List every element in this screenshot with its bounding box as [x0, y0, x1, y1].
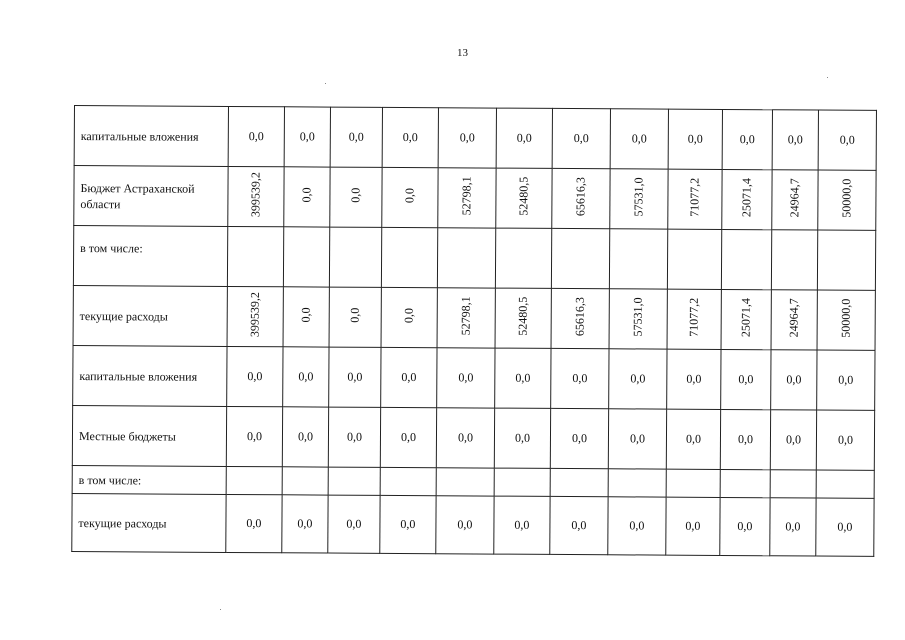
cell-value: 71077,2	[687, 177, 702, 217]
table-cell: 0,0	[550, 408, 608, 468]
table-cell	[551, 228, 609, 288]
row-label: Бюджет Астраханской области	[74, 166, 228, 227]
table-cell: 0,0	[550, 496, 608, 554]
table-cell: 0,0	[228, 106, 284, 166]
table-cell	[668, 169, 722, 229]
table-cell	[720, 469, 770, 497]
table-cell	[436, 468, 494, 496]
table-cell: 0,0	[609, 349, 667, 409]
table-cell	[772, 170, 818, 230]
table-cell	[438, 168, 496, 228]
cell-value: 65616,3	[573, 177, 588, 217]
table-cell	[496, 168, 552, 228]
table-cell: 0,0	[380, 495, 436, 553]
table-cell: 0,0	[282, 495, 328, 553]
page-number: 13	[457, 47, 468, 59]
table-cell	[550, 468, 608, 496]
table-cell	[437, 288, 495, 348]
table-cell: 0,0	[496, 108, 552, 168]
table-cell	[283, 227, 329, 287]
table-cell	[283, 287, 329, 347]
table-cell	[721, 229, 771, 289]
table-cell	[328, 467, 380, 495]
table-cell	[609, 229, 667, 289]
table-cell: 0,0	[770, 498, 816, 556]
table-cell	[494, 468, 550, 496]
cell-value: 52480,5	[515, 296, 530, 336]
table-cell: 0,0	[284, 107, 330, 167]
table-cell: 0,0	[817, 350, 875, 410]
table-cell	[495, 288, 551, 348]
table-cell	[226, 466, 282, 494]
table-cell: 0,0	[494, 496, 550, 554]
table-cell: 0,0	[721, 349, 771, 409]
table-cell	[770, 470, 816, 498]
cell-value: 24964,7	[787, 178, 802, 218]
table-cell: 0,0	[226, 494, 282, 552]
table-cell: 0,0	[666, 497, 720, 555]
table-cell	[381, 227, 437, 287]
table-cell	[330, 167, 382, 227]
table-cell	[817, 230, 875, 290]
table-cell	[771, 290, 817, 350]
table-cell: 0,0	[436, 496, 494, 554]
table-row	[73, 345, 875, 410]
table-cell: 0,0	[668, 109, 722, 169]
cell-value: 0,0	[401, 308, 416, 324]
table-cell	[818, 170, 876, 230]
table-cell	[495, 228, 551, 288]
cell-value: 50000,0	[838, 298, 853, 338]
table-cell: 0,0	[494, 408, 550, 468]
table-cell	[228, 166, 284, 226]
table-cell	[551, 288, 609, 348]
table-cell	[608, 469, 666, 497]
row-label: капитальные вложения	[73, 345, 227, 406]
cell-value: 399539,2	[248, 172, 263, 218]
cell-value: 24964,7	[786, 298, 801, 338]
table-row	[72, 405, 874, 470]
table-cell: 0,0	[816, 498, 874, 556]
table-cell: 0,0	[381, 347, 437, 407]
table-cell: 0,0	[772, 110, 818, 170]
cell-value: 399539,2	[247, 292, 262, 338]
table-cell	[666, 469, 720, 497]
table-row	[74, 106, 876, 171]
cell-value: 0,0	[347, 307, 362, 323]
table-cell: 0,0	[608, 409, 666, 469]
table-cell	[816, 470, 874, 498]
row-label: Местные бюджеты	[72, 405, 226, 466]
table-cell: 0,0	[227, 346, 283, 406]
table-cell	[817, 290, 875, 350]
table-cell: 0,0	[380, 407, 436, 467]
row-label: в том числе:	[72, 465, 226, 494]
row-label: текущие расходы	[72, 493, 226, 552]
table-cell	[552, 168, 610, 228]
cell-value: 57531,0	[631, 177, 646, 217]
table-cell: 0,0	[552, 108, 610, 168]
table-cell	[329, 287, 381, 347]
table-cell: 0,0	[720, 497, 770, 555]
table-cell: 0,0	[328, 407, 380, 467]
table-cell	[609, 289, 667, 349]
table-cell: 0,0	[610, 109, 668, 169]
table-cell: 0,0	[495, 348, 551, 408]
table-cell: 0,0	[771, 350, 817, 410]
cell-value: 0,0	[299, 187, 314, 203]
table-cell: 0,0	[608, 497, 666, 555]
cell-value: 0,0	[402, 188, 417, 204]
row-label: капитальные вложения	[74, 106, 228, 167]
table-cell: 0,0	[722, 109, 772, 169]
table-cell	[381, 287, 437, 347]
table-cell: 0,0	[283, 347, 329, 407]
table-cell: 0,0	[770, 410, 816, 470]
table-cell: 0,0	[328, 495, 380, 553]
table-cell: 0,0	[282, 407, 328, 467]
budget-table	[71, 105, 877, 557]
table-cell	[382, 167, 438, 227]
table-cell: 0,0	[551, 348, 609, 408]
table-cell	[437, 228, 495, 288]
cell-value: 65616,3	[572, 297, 587, 337]
table-cell: 0,0	[816, 410, 874, 470]
cell-value: 0,0	[348, 187, 363, 203]
table-cell: 0,0	[226, 406, 282, 466]
table-row	[73, 285, 875, 350]
row-label: текущие расходы	[73, 285, 227, 346]
cell-value: 0,0	[298, 307, 313, 323]
table-cell: 0,0	[667, 349, 721, 409]
table-cell	[329, 227, 381, 287]
table-cell	[284, 167, 330, 227]
table-cell: 0,0	[436, 408, 494, 468]
cell-value: 50000,0	[839, 178, 854, 218]
table-cell	[227, 226, 283, 286]
table-row	[74, 166, 876, 231]
table-cell: 0,0	[818, 110, 876, 170]
table-cell: 0,0	[330, 107, 382, 167]
cell-value: 52798,1	[458, 296, 473, 336]
cell-value: 25071,4	[738, 298, 753, 338]
cell-value: 52480,5	[516, 176, 531, 216]
table-cell	[721, 289, 771, 349]
table-row	[72, 493, 874, 556]
table-cell: 0,0	[382, 107, 438, 167]
table-row	[73, 226, 875, 291]
table-cell: 0,0	[329, 347, 381, 407]
table-cell	[771, 230, 817, 290]
table-cell	[722, 169, 772, 229]
table-cell: 0,0	[666, 409, 720, 469]
table-cell	[667, 229, 721, 289]
cell-value: 25071,4	[739, 178, 754, 218]
table-cell	[667, 289, 721, 349]
table-cell	[380, 467, 436, 495]
cell-value: 71077,2	[686, 297, 701, 337]
table-cell	[282, 467, 328, 495]
table-cell: 0,0	[438, 108, 496, 168]
cell-value: 57531,0	[630, 297, 645, 337]
cell-value: 52798,1	[459, 176, 474, 216]
table-cell	[610, 169, 668, 229]
table-cell: 0,0	[720, 409, 770, 469]
table-cell: 0,0	[437, 348, 495, 408]
row-label: в том числе:	[73, 226, 227, 287]
table-cell	[227, 286, 283, 346]
